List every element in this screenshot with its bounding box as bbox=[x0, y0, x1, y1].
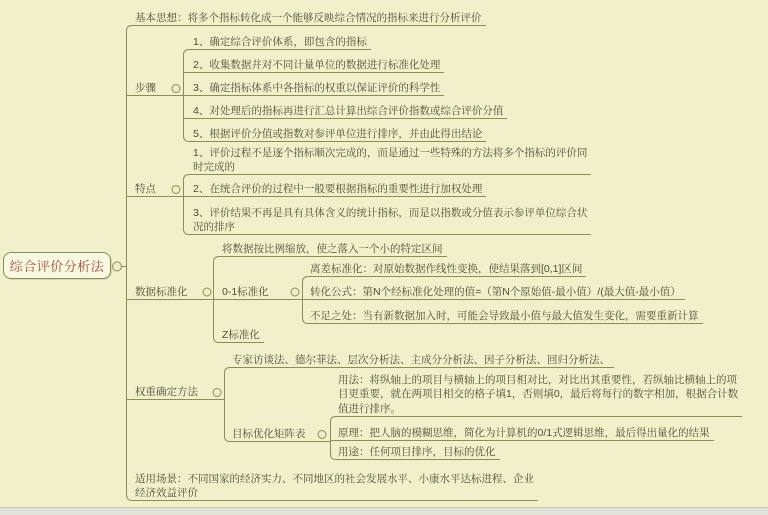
window-bottom-edge bbox=[0, 507, 768, 515]
scenario-line2: 经济效益评价 bbox=[135, 487, 198, 499]
matrix-usage-line2: 目更重要，就在两项目相交的格子填1，否则填0，最后将每行的数字相加，根据合计数 bbox=[338, 388, 739, 401]
zero-one-item-3[interactable]: 不足之处：当有新数据加入时，可能会导致最小值与最大值发生变化，需要重新计算 bbox=[310, 310, 703, 324]
topic-steps[interactable]: 步骤 bbox=[135, 82, 156, 94]
steps-collapse-toggle[interactable] bbox=[172, 85, 180, 93]
zero-one-collapse-toggle[interactable] bbox=[291, 288, 299, 296]
matrix-usage[interactable] bbox=[338, 373, 742, 417]
topic-weighting-methods[interactable]: 权重确定方法 bbox=[135, 386, 198, 398]
matrix-usage-line3: 值进行排序。 bbox=[338, 402, 401, 415]
weighting-collapse-toggle[interactable] bbox=[213, 389, 221, 397]
topic-target-matrix[interactable]: 目标优化矩阵表 bbox=[232, 428, 306, 440]
matrix-principle[interactable]: 原理：把人脑的模糊思维，简化为计算机的0/1式逻辑思维，最后得出量化的结果 bbox=[338, 427, 714, 441]
step-item-4[interactable]: 4、对处理后的指标再进行汇总计算出综合评价指数或综合评价分值 bbox=[193, 105, 507, 119]
topic-zero-one-standardization[interactable]: 0-1标准化 bbox=[222, 286, 269, 298]
root-topic[interactable]: 综合评价分析法 bbox=[3, 252, 111, 279]
weighting-methods-list[interactable]: 专家访谈法、德尔菲法、层次分析法、主成分分析法、因子分析法、回归分析法、 bbox=[232, 354, 614, 368]
zero-one-item-1[interactable]: 离差标准化：对原始数据作线性变换，使结果落到[0,1]区间 bbox=[310, 263, 586, 277]
topic-scenario[interactable] bbox=[135, 472, 538, 501]
matrix-purpose[interactable]: 用途：任何项目排序，目标的优化 bbox=[338, 446, 500, 460]
standardization-note[interactable]: 将数据按比例缩放，使之落入一个小的特定区间 bbox=[222, 243, 447, 257]
feature-item-3-line2: 况的排序 bbox=[193, 221, 235, 233]
topic-basic-idea[interactable]: 基本思想：将多个指标转化成一个能够反映综合情况的指标来进行分析评价 bbox=[135, 12, 486, 26]
step-item-3[interactable]: 3、确定指标体系中各指标的权重以保证评价的科学性 bbox=[193, 82, 444, 96]
main-spine bbox=[127, 26, 141, 501]
topic-z-standardization[interactable]: Z标准化 bbox=[222, 329, 264, 343]
features-collapse-toggle[interactable] bbox=[172, 186, 180, 194]
step-item-2[interactable]: 2、收集数据并对不同计量单位的数据进行标准化处理 bbox=[193, 59, 444, 73]
step-item-5[interactable]: 5、根据评价分值或指数对参评单位进行排序，并由此得出结论 bbox=[193, 128, 486, 142]
scenario-line1: 适用场景：不同国家的经济实力、不同地区的社会发展水平、小康水平达标进程、企业 bbox=[135, 473, 534, 485]
root-collapse-toggle[interactable] bbox=[113, 262, 122, 271]
feature-item-3[interactable] bbox=[193, 206, 591, 235]
feature-item-3-line1: 3、评价结果不再是具有具体含义的统计指标，而是以指数或分值表示参评单位综合状 bbox=[193, 207, 588, 219]
step-item-1[interactable]: 1、确定综合评价体系，即包含的指标 bbox=[193, 36, 371, 50]
feature-item-1[interactable] bbox=[193, 146, 591, 175]
feature-item-2[interactable]: 2、在统合评价的过程中一般要根据指标的重要性进行加权处理 bbox=[193, 183, 486, 197]
standardization-collapse-toggle[interactable] bbox=[203, 288, 211, 296]
feature-item-1-line1: 1、评价过程不是逐个指标顺次完成的，而是通过一些特殊的方法将多个指标的评价同 bbox=[193, 147, 588, 159]
zero-one-item-2[interactable]: 转化公式：第N个经标准化处理的值=（第N个原始值-最小值）/(最大值-最小值） bbox=[310, 286, 685, 300]
feature-item-1-line2: 时完成的 bbox=[193, 161, 235, 173]
topic-features[interactable]: 特点 bbox=[135, 183, 156, 195]
matrix-collapse-toggle[interactable] bbox=[318, 431, 326, 439]
topic-data-standardization[interactable]: 数据标准化 bbox=[135, 286, 188, 298]
matrix-usage-line1: 用法：将纵轴上的项目与横轴上的项目相对比，对比出其重要性，若纵轴比横轴上的项 bbox=[338, 374, 737, 386]
